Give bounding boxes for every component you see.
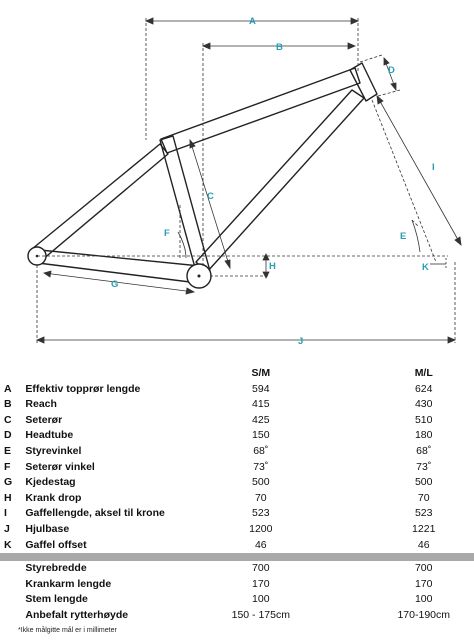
row-code: F [4, 460, 11, 473]
label-B: B [276, 42, 283, 53]
row-name: Headtube [25, 429, 74, 442]
row-code: E [4, 444, 12, 457]
row-value-sm: 73˚ [253, 460, 269, 473]
table-row [0, 444, 474, 460]
row-value-ml: 624 [414, 382, 433, 395]
label-E: E [400, 231, 407, 242]
row-value-sm: 1200 [249, 522, 273, 535]
row-name: Stem lengde [25, 593, 88, 606]
row-value-sm: 150 - 175cm [231, 608, 290, 621]
row-value-ml: 68˚ [416, 444, 432, 457]
geometry-table [0, 366, 474, 624]
table-row [0, 577, 474, 593]
row-value-ml: 523 [414, 507, 433, 520]
row-value-ml: 180 [414, 429, 433, 442]
row-value-sm: 700 [252, 562, 270, 575]
table-row [0, 475, 474, 491]
row-name: Hjulbase [25, 522, 70, 535]
row-value-sm: 594 [252, 382, 270, 395]
table-row [0, 522, 474, 538]
seat-stay [32, 144, 168, 260]
row-name: Gaffel offset [25, 538, 87, 551]
row-value-sm: 523 [252, 507, 270, 520]
label-C: C [207, 191, 214, 202]
table-row [0, 428, 474, 444]
footnote: *Ikke målgitte mål er i millimeter [18, 627, 117, 634]
row-name: Anbefalt rytterhøyde [25, 608, 129, 621]
chain-stay [38, 250, 200, 283]
label-I: I [432, 162, 435, 173]
row-value-ml: 100 [414, 593, 433, 606]
row-code: K [4, 538, 12, 551]
table-row [0, 506, 474, 522]
row-value-sm: 46 [254, 538, 267, 551]
label-K: K [422, 262, 429, 273]
row-value-ml: 430 [414, 398, 433, 411]
table-row [0, 413, 474, 429]
row-name: Kjedestag [25, 476, 76, 489]
label-A: A [249, 16, 256, 27]
row-name: Effektiv topprør lengde [25, 382, 141, 395]
row-value-sm: 68˚ [253, 444, 269, 457]
row-name: Krank drop [25, 491, 82, 504]
row-value-ml: 70 [417, 491, 430, 504]
row-name: Styrevinkel [25, 444, 82, 457]
row-value-sm: 100 [252, 593, 270, 606]
table-header-row [0, 366, 474, 382]
row-code: A [4, 382, 12, 395]
row-code: B [4, 398, 12, 411]
row-code: H [4, 491, 12, 504]
row-name: Seterør [25, 413, 63, 426]
row-name: Seterør vinkel [25, 460, 95, 473]
row-value-sm: 500 [252, 476, 270, 489]
table-row [0, 592, 474, 608]
row-name: Reach [25, 398, 57, 411]
table-row [0, 460, 474, 476]
label-G: G [111, 279, 119, 290]
table-row [0, 608, 474, 624]
column-size-sm: S/M [251, 367, 271, 379]
row-name: Krankarm lengde [25, 577, 112, 590]
row-value-ml: 1221 [412, 522, 436, 535]
row-value-ml: 46 [417, 538, 430, 551]
table-rows [0, 382, 474, 624]
row-value-sm: 170 [252, 577, 270, 590]
bike-frame [28, 63, 377, 288]
row-code: I [4, 507, 7, 520]
row-code: C [4, 413, 12, 426]
table-row [0, 561, 474, 577]
row-code: G [4, 476, 13, 489]
row-name: Styrebredde [25, 562, 87, 575]
table-row [0, 538, 474, 554]
table-row [0, 382, 474, 398]
row-value-sm: 415 [252, 398, 270, 411]
table-separator [0, 553, 474, 561]
row-value-ml: 170 [414, 577, 433, 590]
row-code: J [4, 522, 10, 535]
row-value-ml: 510 [414, 413, 433, 426]
row-value-sm: 425 [252, 413, 270, 426]
dimension-lines [37, 18, 461, 343]
table-row [0, 491, 474, 507]
row-value-sm: 150 [252, 429, 270, 442]
row-value-ml: 700 [414, 562, 433, 575]
row-value-sm: 70 [254, 491, 267, 504]
row-value-ml: 170-190cm [397, 608, 450, 621]
row-value-ml: 500 [414, 476, 433, 489]
label-D: D [388, 65, 395, 76]
label-J: J [298, 336, 304, 347]
top-tube [161, 68, 360, 153]
table-row [0, 397, 474, 413]
column-size-ml: M/L [414, 367, 433, 379]
row-code: D [4, 429, 12, 442]
label-F: F [164, 228, 170, 239]
row-value-ml: 73˚ [416, 460, 432, 473]
label-H: H [269, 261, 276, 272]
row-name: Gaffellengde, aksel til krone [25, 507, 165, 520]
